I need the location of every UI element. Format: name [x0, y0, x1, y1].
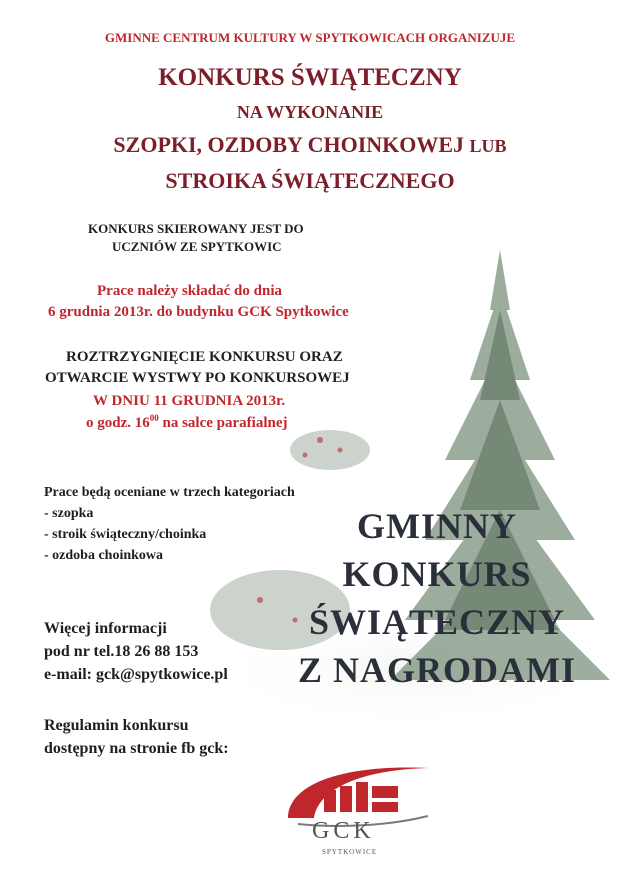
deadline-line-1: Prace należy składać do dnia: [97, 283, 283, 299]
results-time-suffix: na salce parafialnej: [158, 415, 288, 431]
results-line-1: ROZTRZYGNIĘCIE KONKURSU ORAZ: [66, 349, 343, 365]
results-line-3: W DNIU 11 GRUDNIA 2013r.: [93, 393, 286, 409]
title-line-4: STROIKA ŚWIĄTECZNEGO: [165, 168, 455, 193]
gck-logo-subtext: SPYTKOWICE: [322, 848, 378, 856]
contact-line-1: Więcej informacji: [44, 620, 167, 637]
slogan-line-4: Z NAGRODAMI: [298, 650, 576, 690]
contact-phone: pod nr tel.18 26 88 153: [44, 643, 199, 660]
categories-intro: Prace będą oceniane w trzech kategoriach: [44, 485, 295, 500]
title-line-3: [0, 132, 620, 158]
gck-logo: [278, 756, 438, 866]
results-line-4: [86, 413, 288, 432]
category-item: - stroik świąteczny/choinka: [44, 527, 207, 542]
deadline-line-2: 6 grudnia 2013r. do budynku GCK Spytkowice: [48, 304, 349, 320]
gck-logo-text: GCK: [312, 818, 375, 844]
slogan-line-1: GMINNY: [357, 506, 517, 546]
slogan-line-2: KONKURS: [342, 554, 532, 594]
title-line-1: KONKURS ŚWIĄTECZNY: [158, 64, 462, 91]
category-item: - szopka: [44, 506, 94, 521]
slogan-line-3: ŚWIĄTECZNY: [308, 602, 566, 642]
results-line-2: OTWARCIE WYSTWY PO KONKURSOWEJ: [45, 370, 350, 386]
rules-line-2: dostępny na stronie fb gck:: [44, 740, 229, 757]
results-time-prefix: o godz. 16: [86, 415, 150, 431]
audience-line-1: KONKURS SKIEROWANY JEST DO: [88, 221, 304, 236]
contact-email: e-mail: gck@spytkowice.pl: [44, 666, 228, 683]
title-line-2: NA WYKONANIE: [236, 102, 384, 122]
category-item: - ozdoba choinkowa: [44, 548, 164, 563]
title-line-3-main: SZOPKI, OZDOBY CHOINKOWEJ: [113, 132, 465, 157]
audience-line-2: UCZNIÓW ZE SPYTKOWIC: [112, 239, 282, 254]
organizer-line: GMINNE CENTRUM KULTURY W SPYTKOWICACH ORGANIZUJE: [104, 30, 516, 45]
title-line-3-lub: LUB: [469, 136, 507, 156]
rules-line-1: Regulamin konkursu: [44, 717, 189, 734]
results-time-sup: 00: [149, 413, 159, 423]
